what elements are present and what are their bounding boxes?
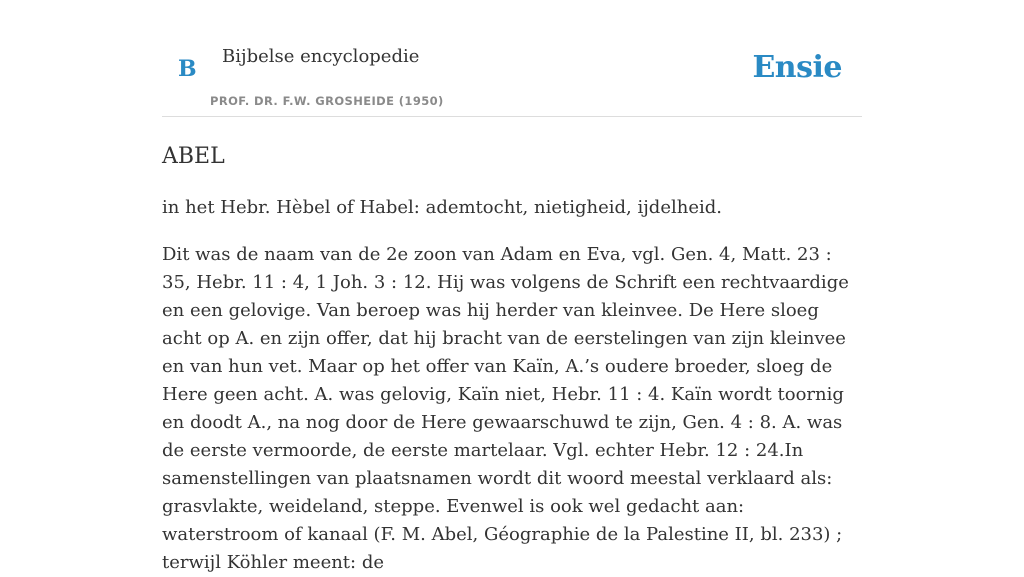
book-header xyxy=(162,0,862,117)
article-paragraph: Dit was de naam van de 2e zoon van Adam en Eva, vgl. Gen. 4, Matt. 23 : 35, Hebr. 11 : 4, 1 Joh. 3 : 12. Hij was volgens de Schrift een rechtvaardige en een gelovige. Van beroep was hij herder van kleinvee. De Here sloeg acht op A. en zijn offer, dat hij bracht van de eerstelingen van zijn kleinvee en van hun vet. Maar op het offer van Kaïn, A.’s oudere broeder, sloeg de Here geen acht. A. was gelovig, Kaïn niet, Hebr. 11 : 4. Kaïn wordt toornig en doodt A., na nog door de Here gewaarschuwd te zijn, Gen. 4 : 8. A. was de eerste vermoorde, de eerste martelaar. Vgl. echter Hebr. 12 : 24.In samenstellingen van plaatsnamen wordt dit woord meestal verklaard als: grasvlakte, weideland, steppe. Evenwel is ook wel gedacht aan: waterstroom of kanaal (F. M. Abel, Géographie de la Palestine II, bl. 233) ; terwijl Köhler meent: de xyxy=(162,244,849,573)
book-title-link[interactable]: Bijbelse encyclopedie xyxy=(222,46,420,67)
page xyxy=(162,0,862,577)
book-author: PROF. DR. F.W. GROSHEIDE (1950) xyxy=(210,94,444,108)
article-title: ABEL xyxy=(162,144,225,169)
article xyxy=(162,143,862,577)
brand-logo-link[interactable]: Ensie xyxy=(752,50,842,85)
article-paragraph: in het Hebr. Hèbel of Habel: ademtocht, nietigheid, ijdelheid. xyxy=(162,197,722,218)
book-letter-icon[interactable]: B xyxy=(178,56,197,82)
